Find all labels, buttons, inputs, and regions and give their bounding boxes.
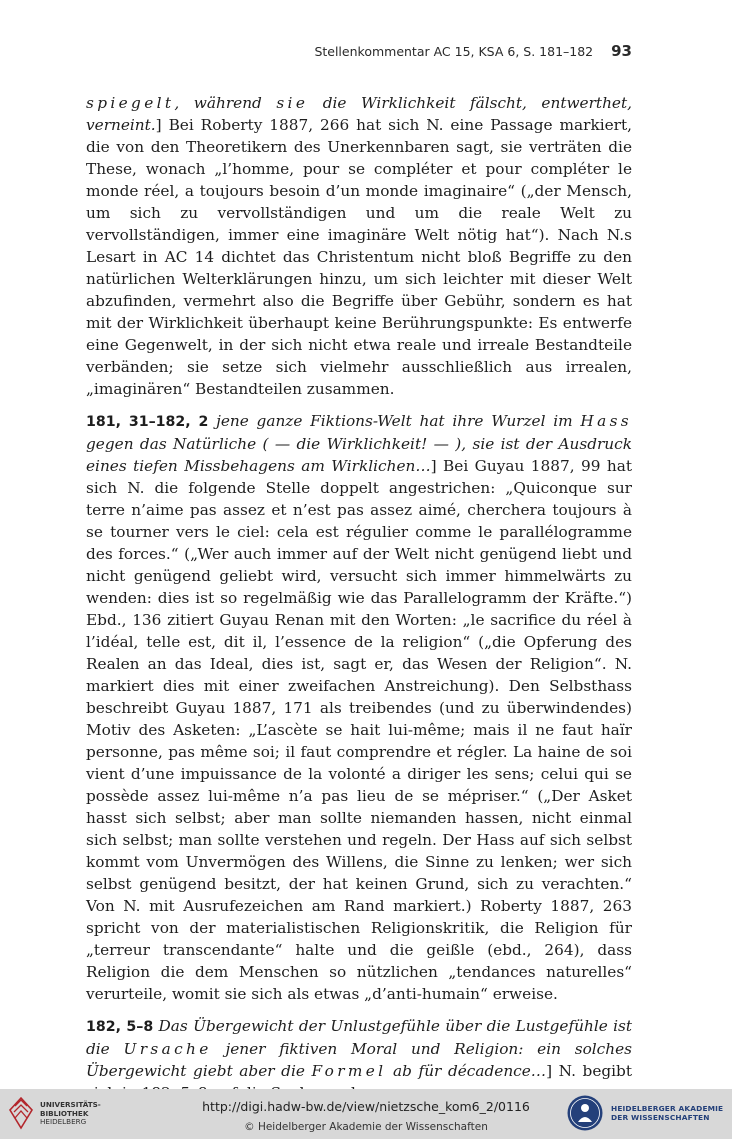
library-name-line: HEIDELBERG: [40, 1117, 87, 1126]
academy-name: [611, 1104, 723, 1122]
commentary-paragraph-2: [86, 410, 632, 1005]
lemma-text: jener fiktiven Moral und Religion: ein solches Übergewicht giebt aber die: [86, 1040, 632, 1080]
library-name-line: UNIVERSITÄTS-: [40, 1100, 101, 1109]
commentary-text: ] N. begibt: [546, 1062, 632, 1080]
source-url-link[interactable]: http://digi.hadw-bw.de/view/nietzsche_kom6_2/0116: [202, 1099, 530, 1114]
lemma-emphasis: Hass: [580, 412, 632, 430]
lemma-emphasis: Ursache: [123, 1040, 212, 1058]
lemma-text: ab für décadence…: [386, 1062, 547, 1080]
footer-bar: [0, 1089, 732, 1139]
running-header: [86, 42, 632, 64]
commentary-text: ] Bei Roberty 1887, 266 hat sich N. eine Passage markiert, die von den Theoretikern des Unerkennbaren sagt, sie verträten die These, wonach „l’homme, pour se compléter et pour compléter le monde réel, a toujours besoin d’un monde imaginaire“ („der Mensch, um sich zu vervollständigen und um die reale Welt zu vervollständigen, immer eine imaginäre Welt nötig hat“). Nach N.s Lesart in AC 14 dichtet das Christentum nicht bloß Begriffe zu den natürlichen Welterklärungen hinzu, um sich leichter mit dieser Welt abzufinden, vermehrt also die Begriffe über Gebühr, sondern es hat mit der Wirklichkeit überhaupt keine Berührungspunkte: Es entwerfe eine Gegenwelt, in der sich nicht etwa reale und irreale Bestandteile verbänden; sie setze sich vielmehr ausschließlich aus irrealen, „imaginären“ Bestandteilen zusammen.: [86, 116, 632, 398]
commentary-body: [86, 92, 632, 1104]
lemma-text: , während: [174, 94, 277, 112]
lemma-text: jene ganze Fiktions-Welt hat ihre Wurzel im: [208, 412, 581, 430]
lemma-emphasis: Formel: [311, 1062, 387, 1080]
lemma-emphasis: spiegelt: [86, 94, 175, 112]
copyright-notice: © Heidelberger Akademie der Wissenschaften: [244, 1121, 488, 1133]
commentary-text: ] Bei Guyau 1887, 99 hat sich N. die folgende Stelle doppelt angestrichen: „Quiconque sur terre n’aime pas assez et n’est pas assez aimé, cherchera toujours à se tourner vers le ciel: cela est régulier comme le parallélogramme des forces.“ („Wer auch immer auf der Welt nicht genügend liebt und nicht genügend geliebt wird, versucht sich immer himmelwärts zu wenden: dies ist so regelmäßig wie das Parallelogramm der Kräfte.“) Ebd., 136 zitiert Guyau Renan mit den Worten: „le sacrifice du réel à l’idéal, telle est, dit il, l’essence de la religion“ („die Opferung des Realen an das Ideal, dies ist, sagt er, das Wesen der Religion“. N. markiert dies mit einer zweifachen Anstreichung). Den Selbsthass beschreibt Guyau 1887, 171 als treibendes (und zu überwindendes) Motiv des Asketen: „L’ascète se hait lui-même; mais il ne faut haïr personne, pas même soi; il faut comprendre et régler. La haine de soi vient d’une impuissance de la volonté a diriger les sens; celui qui se possède assez lui-même n’a pas lieu de se mépriser.“ („Der Asket hasst sich selbst; aber man sollte niemanden hassen, nicht einmal sich selbst; man sollte verstehen und regeln. Der Hass auf sich selbst kommt vom Unvermögen des Willens, die Sinne zu lenken; wer sich selbst genügend besitzt, der hat keinen Grund, sich zu verachten.“ Von N. mit Ausrufezeichen am Rand markiert.) Roberty 1887, 263 spricht von der materialistischen Religionskritik, die Religion für „terreur transcendante“ halte und die geißle (ebd., 264), dass Religion die dem Menschen so nützlichen „tendances naturelles“ verurteile, womit sie sich als etwas „d’anti-humain“ erweise.: [86, 457, 633, 1003]
running-title: Stellenkommentar AC 15, KSA 6, S. 181–182: [314, 44, 594, 59]
commentary-paragraph-1: [86, 92, 632, 400]
lemma-text: die Wirklichkeit fälscht, entwerthet, verneint.: [86, 94, 632, 134]
library-name-line: BIBLIOTHEK: [40, 1108, 89, 1118]
hadw-seal-icon: [566, 1094, 604, 1132]
academy-name-line: HEIDELBERGER AKADEMIE: [611, 1104, 724, 1113]
lemma-reference: 182, 5–8: [86, 1019, 154, 1035]
lemma-reference: 181, 31–182, 2: [86, 414, 209, 430]
academy-name-line: DER WISSENSCHAFTEN: [611, 1113, 710, 1122]
lemma-emphasis: sie: [276, 94, 309, 112]
lemma-text: Das Übergewicht der Unlustgefühle über die Lustgefühle ist die: [86, 1017, 632, 1058]
lemma-text: gegen das Natürliche ( — die Wirklichkeit! — ), sie ist der Ausdruck eines tiefen Missbehagens am Wirklichen…: [86, 435, 632, 475]
page-number: 93: [611, 42, 632, 60]
